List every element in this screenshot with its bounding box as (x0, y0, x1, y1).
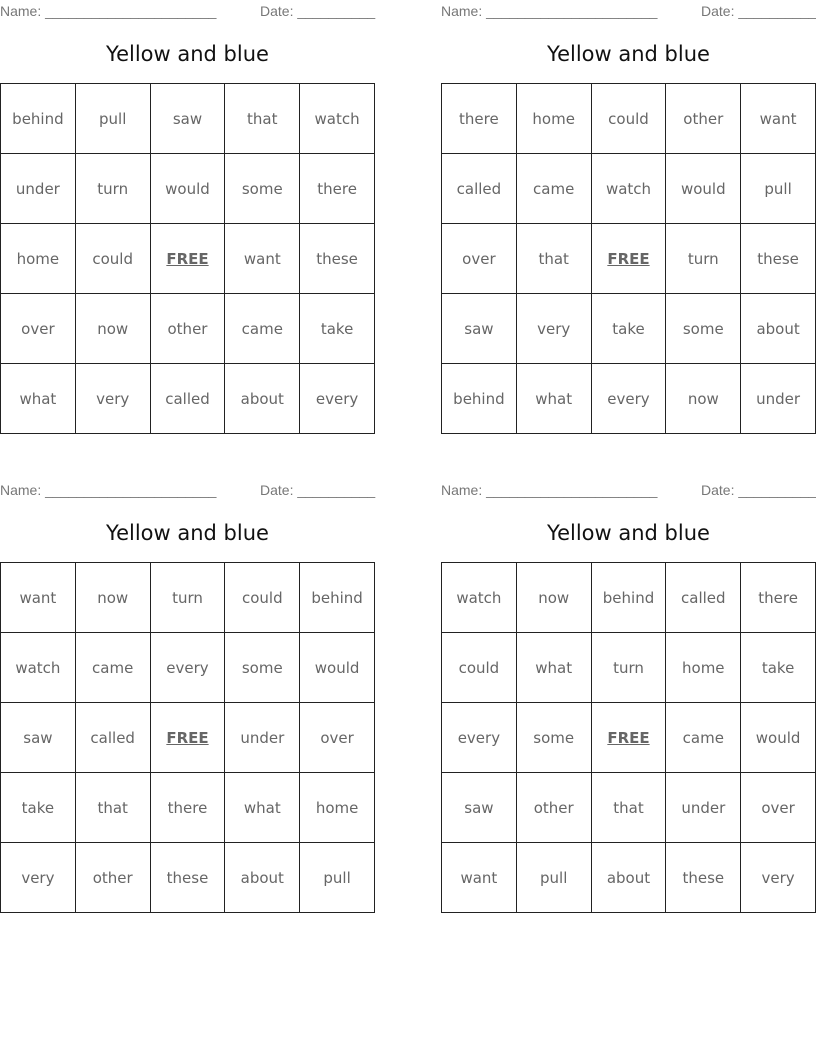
grid-cell: pull (75, 84, 150, 154)
grid-row (442, 84, 816, 154)
grid-cell: would (300, 633, 375, 703)
grid-cell: called (442, 154, 517, 224)
grid-cell: behind (300, 563, 375, 633)
grid-cell: behind (591, 563, 666, 633)
grid-cell: want (442, 843, 517, 913)
grid-cell: there (741, 563, 816, 633)
grid-cell: would (666, 154, 741, 224)
grid-cell: home (516, 84, 591, 154)
bingo-card (0, 479, 375, 915)
grid-cell: saw (442, 773, 517, 843)
grid-cell: some (225, 154, 300, 224)
grid-cell: take (1, 773, 76, 843)
card-title: Yellow and blue (106, 521, 269, 545)
grid-cell: about (591, 843, 666, 913)
grid-cell: could (75, 224, 150, 294)
grid-cell: turn (591, 633, 666, 703)
grid-cell: called (75, 703, 150, 773)
bingo-card (441, 0, 816, 436)
grid-cell: now (666, 364, 741, 434)
grid-cell: under (741, 364, 816, 434)
date-label: Date: __________ (701, 3, 816, 19)
bingo-grid (441, 562, 816, 913)
name-label: Name: ______________________ (0, 482, 217, 498)
grid-cell: home (666, 633, 741, 703)
grid-cell: pull (741, 154, 816, 224)
grid-cell: saw (1, 703, 76, 773)
grid-cell: that (591, 773, 666, 843)
grid-cell: these (300, 224, 375, 294)
grid-cell: over (300, 703, 375, 773)
grid-cell: called (150, 364, 225, 434)
grid-cell: came (516, 154, 591, 224)
grid-cell: could (591, 84, 666, 154)
grid-cell: that (225, 84, 300, 154)
grid-row (442, 294, 816, 364)
grid-cell: every (442, 703, 517, 773)
grid-row (442, 703, 816, 773)
grid-cell: now (516, 563, 591, 633)
grid-cell: other (666, 84, 741, 154)
grid-row (1, 633, 375, 703)
grid-cell: came (75, 633, 150, 703)
grid-cell: watch (1, 633, 76, 703)
grid-cell: very (741, 843, 816, 913)
grid-cell: there (150, 773, 225, 843)
grid-row (1, 773, 375, 843)
card-title: Yellow and blue (547, 42, 710, 66)
grid-cell: want (741, 84, 816, 154)
grid-cell: that (516, 224, 591, 294)
grid-cell: pull (516, 843, 591, 913)
grid-cell: now (75, 563, 150, 633)
grid-cell: under (666, 773, 741, 843)
free-space-cell: FREE (591, 224, 666, 294)
name-label: Name: ______________________ (441, 482, 658, 498)
grid-cell: what (225, 773, 300, 843)
grid-cell: take (741, 633, 816, 703)
grid-cell: every (300, 364, 375, 434)
grid-cell: that (75, 773, 150, 843)
bingo-grid (0, 562, 375, 913)
grid-row (442, 773, 816, 843)
grid-cell: some (225, 633, 300, 703)
grid-cell: could (225, 563, 300, 633)
date-label: Date: __________ (701, 482, 816, 498)
grid-cell: some (666, 294, 741, 364)
grid-cell: over (442, 224, 517, 294)
grid-cell: under (1, 154, 76, 224)
grid-cell: there (300, 154, 375, 224)
name-label: Name: ______________________ (441, 3, 658, 19)
grid-cell: about (225, 364, 300, 434)
grid-cell: home (1, 224, 76, 294)
grid-row (1, 563, 375, 633)
grid-cell: would (741, 703, 816, 773)
bingo-grid (441, 83, 816, 434)
grid-row (1, 84, 375, 154)
grid-cell: came (225, 294, 300, 364)
grid-cell: behind (1, 84, 76, 154)
grid-cell: about (225, 843, 300, 913)
name-label: Name: ______________________ (0, 3, 217, 19)
grid-cell: turn (150, 563, 225, 633)
grid-row (1, 154, 375, 224)
grid-cell: called (666, 563, 741, 633)
date-label: Date: __________ (260, 3, 376, 19)
grid-cell: these (741, 224, 816, 294)
grid-cell: turn (75, 154, 150, 224)
date-label: Date: __________ (260, 482, 376, 498)
grid-cell: every (591, 364, 666, 434)
free-space-cell: FREE (150, 703, 225, 773)
grid-cell: what (516, 633, 591, 703)
bingo-card (0, 0, 375, 436)
grid-cell: could (442, 633, 517, 703)
grid-cell: behind (442, 364, 517, 434)
grid-cell: other (150, 294, 225, 364)
grid-cell: about (741, 294, 816, 364)
bingo-grid (0, 83, 375, 434)
free-space-cell: FREE (591, 703, 666, 773)
grid-cell: under (225, 703, 300, 773)
grid-row (442, 154, 816, 224)
grid-row (1, 364, 375, 434)
grid-row (442, 633, 816, 703)
grid-cell: very (1, 843, 76, 913)
grid-row (442, 843, 816, 913)
grid-cell: these (150, 843, 225, 913)
grid-cell: other (75, 843, 150, 913)
card-title: Yellow and blue (547, 521, 710, 545)
grid-row (442, 364, 816, 434)
grid-cell: what (1, 364, 76, 434)
grid-cell: very (75, 364, 150, 434)
grid-row (442, 224, 816, 294)
grid-cell: came (666, 703, 741, 773)
grid-cell: take (591, 294, 666, 364)
grid-cell: there (442, 84, 517, 154)
grid-cell: some (516, 703, 591, 773)
grid-cell: saw (442, 294, 517, 364)
grid-cell: over (741, 773, 816, 843)
grid-cell: now (75, 294, 150, 364)
grid-cell: would (150, 154, 225, 224)
grid-cell: over (1, 294, 76, 364)
grid-cell: what (516, 364, 591, 434)
grid-cell: want (225, 224, 300, 294)
grid-cell: every (150, 633, 225, 703)
grid-cell: watch (591, 154, 666, 224)
grid-row (442, 563, 816, 633)
bingo-card (441, 479, 816, 915)
grid-cell: very (516, 294, 591, 364)
grid-cell: take (300, 294, 375, 364)
grid-row (1, 224, 375, 294)
grid-cell: saw (150, 84, 225, 154)
grid-row (1, 294, 375, 364)
grid-cell: these (666, 843, 741, 913)
free-space-cell: FREE (150, 224, 225, 294)
grid-cell: watch (300, 84, 375, 154)
grid-cell: home (300, 773, 375, 843)
grid-cell: watch (442, 563, 517, 633)
grid-row (1, 843, 375, 913)
grid-cell: want (1, 563, 76, 633)
grid-cell: pull (300, 843, 375, 913)
grid-cell: turn (666, 224, 741, 294)
grid-cell: other (516, 773, 591, 843)
card-title: Yellow and blue (106, 42, 269, 66)
grid-row (1, 703, 375, 773)
